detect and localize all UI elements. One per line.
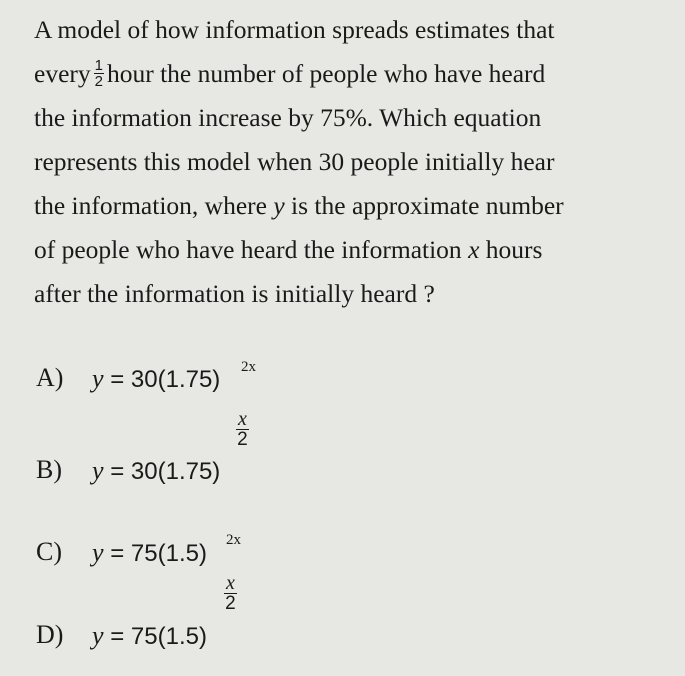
equation-exponent-fraction (236, 409, 249, 450)
equation-body: = 75(1.5) (110, 540, 207, 567)
equation-exponent-fraction (224, 573, 237, 614)
question-line-7: after the information is initially heard ? (34, 279, 435, 308)
choice-letter: D) (36, 620, 64, 649)
variable-x: x (468, 235, 480, 264)
equation-body: = 30(1.75) (110, 366, 221, 393)
equation-exponent: 2x (226, 532, 241, 548)
question-line-6 (34, 228, 674, 272)
choice-letter: B) (36, 455, 62, 484)
equation-y: y (92, 456, 104, 485)
question-text-hour: hour the number of people who have heard (106, 59, 546, 88)
question-line-2 (34, 52, 674, 96)
question-line-3: the information increase by 75%. Which equation (34, 103, 542, 132)
question-line-1: A model of how information spreads estimates that (34, 15, 555, 44)
equation-y: y (92, 538, 104, 567)
choice-equation (92, 622, 207, 651)
equation-y: y (92, 364, 104, 393)
variable-y: y (273, 191, 285, 220)
question-text-people: of people who have heard the information (34, 235, 462, 264)
exponent-numerator: x (238, 408, 247, 430)
exponent-denominator: 2 (237, 429, 248, 450)
question-text-every: every (34, 59, 91, 88)
half-fraction (94, 58, 104, 89)
fraction-denominator: 2 (94, 72, 103, 90)
question-text (34, 8, 674, 316)
exponent-denominator: 2 (225, 593, 236, 614)
choice-letter: A) (36, 363, 64, 392)
question-text-where: the information, where (34, 191, 267, 220)
equation-body: = 30(1.75) (110, 458, 221, 485)
exponent-numerator: x (226, 572, 235, 594)
question-text-hours: hours (485, 235, 543, 264)
question-line-4: represents this model when 30 people initially hear (34, 147, 555, 176)
choice-letter: C) (36, 537, 62, 566)
choice-equation (92, 457, 220, 486)
choice-equation (92, 539, 207, 568)
equation-exponent: 2x (241, 359, 256, 375)
choice-equation (92, 365, 220, 394)
question-text-approx: is the approximate number (291, 191, 564, 220)
equation-body: = 75(1.5) (110, 623, 207, 650)
equation-y: y (92, 621, 104, 650)
question-line-5 (34, 184, 674, 228)
fraction-numerator: 1 (94, 56, 103, 74)
